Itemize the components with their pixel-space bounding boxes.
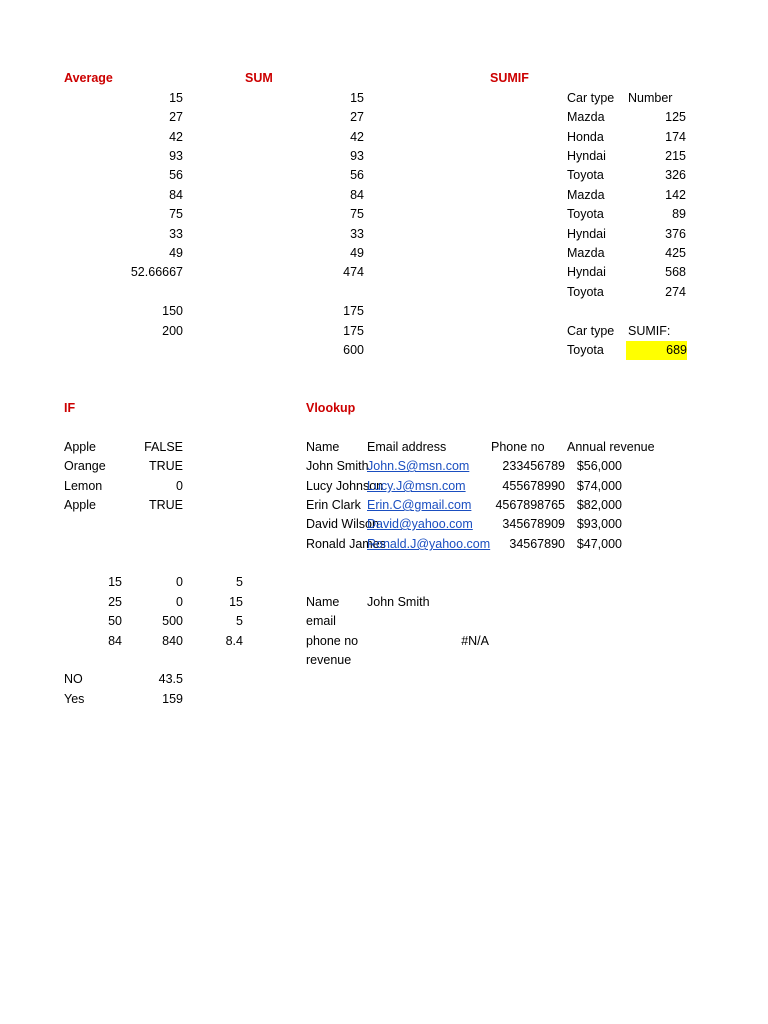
sumif-car-type[interactable]: Mazda: [567, 246, 605, 260]
if-result[interactable]: TRUE: [148, 498, 183, 512]
if-summary-value[interactable]: 159: [162, 692, 183, 706]
sum-value[interactable]: 42: [350, 130, 364, 144]
sumif-car-type[interactable]: Mazda: [567, 110, 605, 124]
sumif-number[interactable]: 174: [665, 130, 686, 144]
vlookup-header: Vlookup: [306, 401, 356, 415]
average-value[interactable]: 33: [169, 227, 183, 241]
vlookup-email-link[interactable]: Ronald.J@yahoo.com: [367, 537, 491, 551]
if-grid-cell[interactable]: 0: [176, 575, 183, 589]
vlookup-phone[interactable]: 455678990: [502, 479, 565, 493]
vlookup-name[interactable]: Ronald James: [306, 537, 386, 551]
vlookup-name[interactable]: Lucy Johnson: [306, 479, 384, 493]
sum-result[interactable]: 474: [343, 265, 364, 279]
sum-value[interactable]: 56: [350, 168, 364, 182]
sum-value[interactable]: 75: [350, 207, 364, 221]
sumif-number[interactable]: 274: [665, 285, 686, 299]
vlookup-revenue[interactable]: $56,000: [576, 459, 622, 473]
if-grid-cell[interactable]: 840: [162, 634, 183, 648]
if-grid-cell[interactable]: 5: [236, 614, 243, 628]
sum-value[interactable]: 84: [350, 188, 364, 202]
if-grid-cell[interactable]: 8.4: [225, 634, 243, 648]
if-grid-cell[interactable]: 15: [108, 575, 122, 589]
lookup-name-label[interactable]: Name: [306, 595, 340, 609]
if-summary-label[interactable]: NO: [64, 672, 83, 686]
vlookup-revenue[interactable]: $74,000: [576, 479, 622, 493]
sumif-result-value[interactable]: 689: [626, 341, 687, 360]
average-value[interactable]: 93: [169, 149, 183, 163]
sum-extra-value[interactable]: 175: [343, 324, 364, 338]
vlookup-phone[interactable]: 34567890: [509, 537, 565, 551]
if-summary-value[interactable]: 43.5: [158, 672, 183, 686]
average-value[interactable]: 75: [169, 207, 183, 221]
if-fruit[interactable]: Lemon: [64, 479, 103, 493]
if-grid-cell[interactable]: 15: [229, 595, 243, 609]
if-header: IF: [64, 401, 76, 415]
sumif-col-header-number[interactable]: Number: [628, 91, 673, 105]
lookup-email-label[interactable]: email: [306, 614, 336, 628]
if-result[interactable]: TRUE: [148, 459, 183, 473]
vlookup-name[interactable]: David Wilson: [306, 517, 379, 531]
sumif-car-type[interactable]: Hyndai: [567, 265, 606, 279]
sum-extra-value[interactable]: 600: [343, 343, 364, 357]
sumif-number[interactable]: 376: [665, 227, 686, 241]
sumif-number[interactable]: 142: [665, 188, 686, 202]
vlookup-phone[interactable]: 345678909: [502, 517, 565, 531]
lookup-name-value[interactable]: John Smith: [367, 595, 430, 609]
vlookup-col-header[interactable]: Email address: [367, 440, 447, 454]
average-value[interactable]: 15: [169, 91, 183, 105]
average-value[interactable]: 56: [169, 168, 183, 182]
if-result[interactable]: FALSE: [144, 440, 183, 454]
vlookup-email-link[interactable]: John.S@msn.com: [367, 459, 470, 473]
if-grid-cell[interactable]: 50: [108, 614, 122, 628]
sumif-car-type[interactable]: Hyndai: [567, 149, 606, 163]
vlookup-col-header[interactable]: Annual revenue: [567, 440, 655, 454]
sumif-result-header-value[interactable]: SUMIF:: [628, 324, 671, 338]
sumif-number[interactable]: 125: [665, 110, 686, 124]
if-grid-cell[interactable]: 5: [236, 575, 243, 589]
vlookup-col-header[interactable]: Phone no: [491, 440, 545, 454]
vlookup-name[interactable]: Erin Clark: [306, 498, 361, 512]
average-extra-value[interactable]: 150: [162, 304, 183, 318]
sumif-col-header-type[interactable]: Car type: [567, 91, 615, 105]
average-value[interactable]: 49: [169, 246, 183, 260]
sum-value[interactable]: 15: [350, 91, 364, 105]
sumif-car-type[interactable]: Honda: [567, 130, 604, 144]
sumif-header: SUMIF: [490, 71, 529, 85]
if-result[interactable]: 0: [176, 479, 183, 493]
average-value[interactable]: 27: [169, 110, 183, 124]
sum-value[interactable]: 27: [350, 110, 364, 124]
sumif-number[interactable]: 89: [672, 207, 686, 221]
lookup-revenue-label[interactable]: revenue: [306, 653, 352, 667]
vlookup-email-link[interactable]: Lucy.J@msn.com: [367, 479, 466, 493]
sumif-number[interactable]: 326: [665, 168, 686, 182]
vlookup-phone[interactable]: 233456789: [502, 459, 565, 473]
sumif-number[interactable]: 568: [665, 265, 686, 279]
vlookup-email-link[interactable]: Erin.C@gmail.com: [367, 498, 472, 512]
average-header: Average: [64, 71, 113, 85]
sumif-car-type[interactable]: Toyota: [567, 285, 604, 299]
sumif-number[interactable]: 425: [665, 246, 686, 260]
if-grid-cell[interactable]: 0: [176, 595, 183, 609]
sumif-car-type[interactable]: Hyndai: [567, 227, 606, 241]
vlookup-revenue[interactable]: $47,000: [576, 537, 622, 551]
vlookup-col-header[interactable]: Name: [306, 440, 340, 454]
average-extra-value[interactable]: 200: [162, 324, 183, 338]
sumif-car-type[interactable]: Toyota: [567, 168, 604, 182]
sum-extra-value[interactable]: 175: [343, 304, 364, 318]
average-value[interactable]: 84: [169, 188, 183, 202]
if-grid-cell[interactable]: 84: [108, 634, 122, 648]
sum-header: SUM: [245, 71, 273, 85]
sum-value[interactable]: 49: [350, 246, 364, 260]
average-value[interactable]: 42: [169, 130, 183, 144]
if-grid-cell[interactable]: 25: [108, 595, 122, 609]
if-summary-label[interactable]: Yes: [64, 692, 85, 706]
sumif-car-type[interactable]: Mazda: [567, 188, 605, 202]
vlookup-email-link[interactable]: David@yahoo.com: [367, 517, 473, 531]
if-fruit[interactable]: Orange: [64, 459, 106, 473]
sumif-result-header-type[interactable]: Car type: [567, 324, 615, 338]
sum-value[interactable]: 33: [350, 227, 364, 241]
if-fruit[interactable]: Apple: [64, 440, 96, 454]
vlookup-phone[interactable]: 4567898765: [495, 498, 565, 512]
sumif-result-type[interactable]: Toyota: [567, 343, 604, 357]
vlookup-revenue[interactable]: $93,000: [576, 517, 622, 531]
vlookup-name[interactable]: John Smith: [306, 459, 369, 473]
sumif-car-type[interactable]: Toyota: [567, 207, 604, 221]
sumif-number[interactable]: 215: [665, 149, 686, 163]
average-result[interactable]: 52.66667: [130, 265, 183, 279]
lookup-phone-value[interactable]: #N/A: [461, 634, 489, 648]
if-fruit[interactable]: Apple: [64, 498, 96, 512]
if-grid-cell[interactable]: 500: [162, 614, 183, 628]
vlookup-revenue[interactable]: $82,000: [576, 498, 622, 512]
sum-value[interactable]: 93: [350, 149, 364, 163]
lookup-phone-label[interactable]: phone no: [306, 634, 359, 648]
